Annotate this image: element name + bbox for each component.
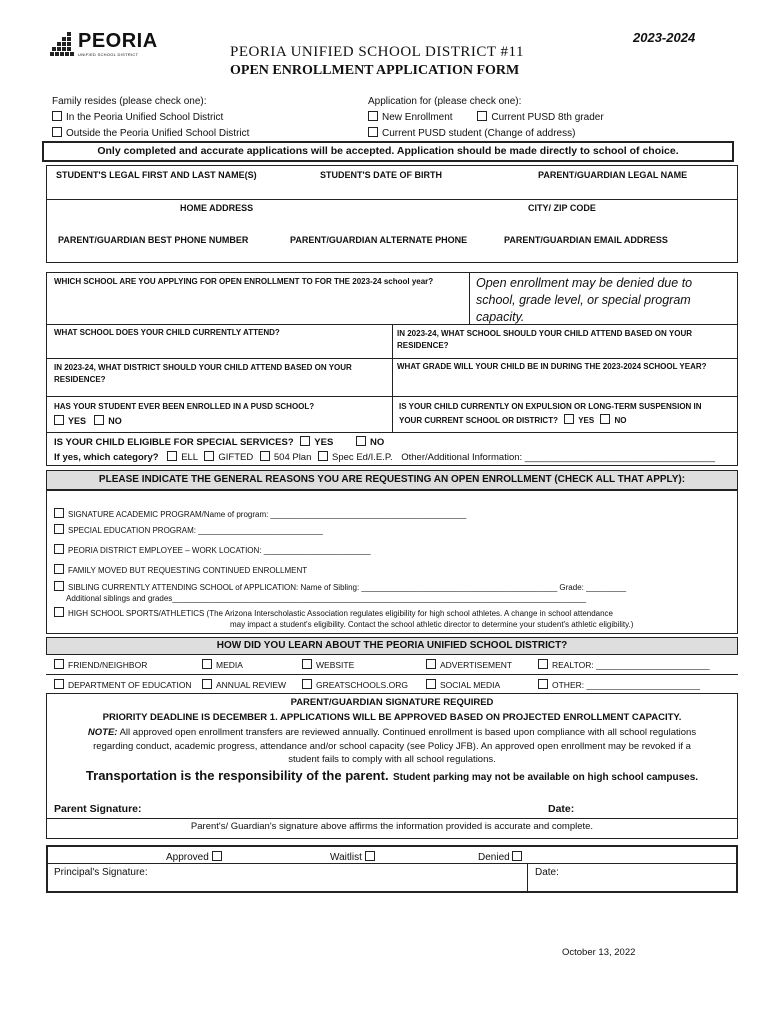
learn-friend[interactable]: FRIEND/NEIGHBOR (54, 659, 147, 670)
checkbox-icon[interactable] (426, 679, 436, 689)
checkbox-icon[interactable] (356, 436, 366, 446)
district-name: PEORIA UNIFIED SCHOOL DISTRICT #11 (230, 44, 524, 60)
checkbox-icon[interactable] (318, 451, 328, 461)
denial-notice: Open enrollment may be denied due to school, grade level, or special program capacity. (476, 276, 693, 324)
checkbox-icon[interactable] (260, 451, 270, 461)
form-title: OPEN ENROLLMENT APPLICATION FORM (230, 63, 520, 78)
question-residence-school[interactable]: IN 2023-24, WHAT SCHOOL SHOULD YOUR CHILD ATTEND BASED ON YOUR RESIDENCE? (397, 329, 692, 350)
reason-athletics[interactable]: HIGH SCHOOL SPORTS/ATHLETICS (The Arizona Interscholastic Association regulates eligibility for high school athletes. A change in school attendance (54, 607, 613, 618)
checkbox-icon[interactable] (538, 679, 548, 689)
application-for-label: Application for (please check one): (368, 96, 522, 107)
checkbox-icon[interactable] (302, 659, 312, 669)
category-sped[interactable]: Spec Ed/I.E.P. (318, 452, 393, 463)
question-pusd-enrolled: HAS YOUR STUDENT EVER BEEN ENROLLED IN A PUSD SCHOOL? YES NO (54, 402, 315, 426)
city-zip-field[interactable]: CITY/ ZIP CODE (528, 203, 596, 213)
logo-subtext: UNIFIED SCHOOL DISTRICT (78, 52, 139, 57)
footer-date: October 13, 2022 (562, 947, 636, 958)
pusd-no-option[interactable]: NO (94, 416, 122, 426)
office-approved[interactable]: Approved (166, 851, 226, 863)
checkbox-icon[interactable] (54, 679, 64, 689)
student-name-field[interactable]: STUDENT'S LEGAL FIRST AND LAST NAME(S) (56, 170, 257, 180)
expulsion-yes-option[interactable]: YES (564, 416, 594, 425)
question-grade[interactable]: WHAT GRADE WILL YOUR CHILD BE IN DURING THE 2023-2024 SCHOOL YEAR? (397, 362, 707, 371)
student-dob-field[interactable]: STUDENT'S DATE OF BIRTH (320, 170, 442, 180)
transport-notice: Transportation is the responsibility of the parent. Student parking may not be available on high school campuses. (85, 768, 699, 783)
checkbox-icon[interactable] (54, 544, 64, 554)
checkbox-icon[interactable] (167, 451, 177, 461)
reason-sibling[interactable]: SIBLING CURRENTLY ATTENDING SCHOOL of APPLICATION: Name of Sibling: ____________________________________________ Grade: _________ (54, 581, 626, 592)
learn-media[interactable]: MEDIA (202, 659, 243, 670)
school-year: 2023-2024 (633, 30, 696, 45)
checkbox-icon[interactable] (54, 564, 64, 574)
office-waitlist[interactable]: Waitlist (330, 851, 379, 863)
checkbox-icon[interactable] (368, 111, 378, 121)
checkbox-icon[interactable] (365, 851, 375, 861)
residency-option-out[interactable]: Outside the Peoria Unified School District (52, 126, 249, 142)
checkbox-icon[interactable] (202, 659, 212, 669)
athletics-note: may impact a student's eligibility. Contact the school athletic director to determine your student's athletic eligibility.) (230, 620, 634, 629)
notice-box (42, 141, 734, 162)
parent-signature-field[interactable]: Parent Signature: (54, 803, 142, 815)
question-current-school[interactable]: WHAT SCHOOL DOES YOUR CHILD CURRENTLY ATTEND? (54, 328, 280, 337)
reason-family-moved[interactable]: FAMILY MOVED BUT REQUESTING CONTINUED ENROLLMENT (54, 564, 307, 575)
residency-section (52, 94, 249, 142)
learn-social-media[interactable]: SOCIAL MEDIA (426, 679, 500, 690)
learn-advertisement[interactable]: ADVERTISEMENT (426, 659, 512, 670)
checkbox-icon[interactable] (54, 508, 64, 518)
other-info-field[interactable]: Other/Additional Information: ____________________________________ (401, 452, 716, 463)
checkbox-icon[interactable] (300, 436, 310, 446)
enrollment-note: NOTE: All approved open enrollment transfers are reviewed annually. Continued enrollment is based upon compliance with all school regulations regarding conduct, academic progress, attendance and/or school capacity (see Policy JFB). An approved open enrollment may be revoked if a student fails to comply with all school regulations. (87, 727, 697, 765)
question-residence-district[interactable]: IN 2023-24, WHAT DISTRICT SHOULD YOUR CHILD ATTEND BASED ON YOUR RESIDENCE? (54, 363, 352, 384)
notice-text: Only completed and accurate applications will be accepted. Application should be made directly to school of choice. (97, 145, 679, 157)
checkbox-icon[interactable] (600, 414, 610, 424)
reason-special-education[interactable]: SPECIAL EDUCATION PROGRAM: ____________________________ (54, 524, 323, 535)
application-for-section (368, 94, 604, 142)
option-new-enrollment[interactable]: New Enrollment (368, 112, 453, 123)
checkbox-icon[interactable] (54, 415, 64, 425)
checkbox-icon[interactable] (54, 581, 64, 591)
checkbox-icon[interactable] (302, 679, 312, 689)
signature-header: PARENT/GUARDIAN SIGNATURE REQUIRED (290, 697, 494, 708)
checkbox-icon[interactable] (512, 851, 522, 861)
principal-signature-field[interactable]: Principal's Signature: (54, 867, 148, 878)
learn-options (54, 659, 734, 695)
learn-greatschools[interactable]: GREATSCHOOLS.ORG (302, 679, 408, 690)
checkbox-icon[interactable] (54, 524, 64, 534)
logo-mark-icon (50, 32, 74, 58)
parent-date-field[interactable]: Date: (548, 803, 575, 815)
checkbox-icon[interactable] (54, 607, 64, 617)
option-8th-grader[interactable]: Current PUSD 8th grader (477, 112, 603, 123)
reason-district-employee[interactable]: PEORIA DISTRICT EMPLOYEE – WORK LOCATION: ________________________ (54, 544, 371, 555)
learn-realtor[interactable]: REALTOR: ________________________ (538, 659, 710, 670)
office-use-box (46, 845, 738, 893)
priority-deadline: PRIORITY DEADLINE IS DECEMBER 1. APPLICATIONS WILL BE APPROVED BASED ON PROJECTED ENROLLMENT CAPACITY. (102, 712, 682, 723)
reasons-header: PLEASE INDICATE THE GENERAL REASONS YOU ARE REQUESTING AN OPEN ENROLLMENT (CHECK ALL THAT APPLY): (46, 470, 738, 490)
checkbox-icon[interactable] (54, 659, 64, 669)
option-current-student[interactable]: Current PUSD student (Change of address) (368, 126, 604, 142)
pusd-yes-option[interactable]: YES (54, 416, 86, 426)
guardian-alt-phone-field[interactable]: PARENT/GUARDIAN ALTERNATE PHONE (290, 235, 468, 245)
checkbox-icon[interactable] (52, 127, 62, 137)
checkbox-icon[interactable] (212, 851, 222, 861)
category-504[interactable]: 504 Plan (260, 452, 312, 463)
principal-date-field[interactable]: Date: (535, 867, 559, 878)
learn-dept-education[interactable]: DEPARTMENT OF EDUCATION (54, 679, 192, 690)
logo-text: PEORIA (78, 30, 158, 52)
guardian-phone-field[interactable]: PARENT/GUARDIAN BEST PHONE NUMBER (58, 235, 249, 245)
learn-annual-review[interactable]: ANNUAL REVIEW (202, 679, 286, 690)
special-services-section: IS YOUR CHILD ELIGIBLE FOR SPECIAL SERVICES? YES NO If yes, which category? ELL GIFTED 504 Plan Spec Ed/I.E.P. Other/Additional Information: ____________________________________ (54, 437, 716, 463)
home-address-field[interactable]: HOME ADDRESS (180, 203, 254, 213)
checkbox-icon[interactable] (368, 127, 378, 137)
learn-website[interactable]: WEBSITE (302, 659, 354, 670)
residency-label: Family resides (please check one): (52, 96, 207, 107)
signature-affirmation: Parent's/ Guardian's signature above affirms the information provided is accurate and complete. (190, 821, 594, 832)
question-expulsion: IS YOUR CHILD CURRENTLY ON EXPULSION OR LONG-TERM SUSPENSION IN YOUR CURRENT SCHOOL OR DISTRICT? YES NO (399, 402, 702, 425)
guardian-email-field[interactable]: PARENT/GUARDIAN EMAIL ADDRESS (504, 235, 668, 245)
expulsion-no-option[interactable]: NO (600, 416, 626, 425)
learn-other[interactable]: OTHER: ________________________ (538, 679, 700, 690)
checkbox-icon[interactable] (564, 414, 574, 424)
district-logo (50, 30, 158, 58)
special-yes-option[interactable]: YES (300, 437, 333, 448)
reason-signature-program[interactable]: SIGNATURE ACADEMIC PROGRAM/Name of program: ____________________________________________ (54, 508, 466, 519)
office-denied[interactable]: Denied (478, 851, 526, 863)
checkbox-icon[interactable] (426, 659, 436, 669)
special-no-option[interactable]: NO (356, 437, 384, 448)
checkbox-icon[interactable] (94, 415, 104, 425)
category-gifted[interactable]: GIFTED (204, 452, 253, 463)
additional-siblings-field[interactable]: Additional siblings and grades_____________________________________________________________________________________________ (66, 594, 587, 603)
question-applying-school[interactable]: WHICH SCHOOL ARE YOU APPLYING FOR OPEN ENROLLMENT TO FOR THE 2023-24 school year? (54, 277, 434, 286)
checkbox-icon[interactable] (52, 111, 62, 121)
checkbox-icon[interactable] (202, 679, 212, 689)
guardian-name-field[interactable]: PARENT/GUARDIAN LEGAL NAME (538, 170, 688, 180)
checkbox-icon[interactable] (477, 111, 487, 121)
checkbox-icon[interactable] (204, 451, 214, 461)
checkbox-icon[interactable] (538, 659, 548, 669)
learn-header: HOW DID YOU LEARN ABOUT THE PEORIA UNIFIED SCHOOL DISTRICT? (46, 637, 738, 655)
residency-option-in[interactable]: In the Peoria Unified School District (52, 110, 249, 126)
category-ell[interactable]: ELL (167, 452, 198, 463)
